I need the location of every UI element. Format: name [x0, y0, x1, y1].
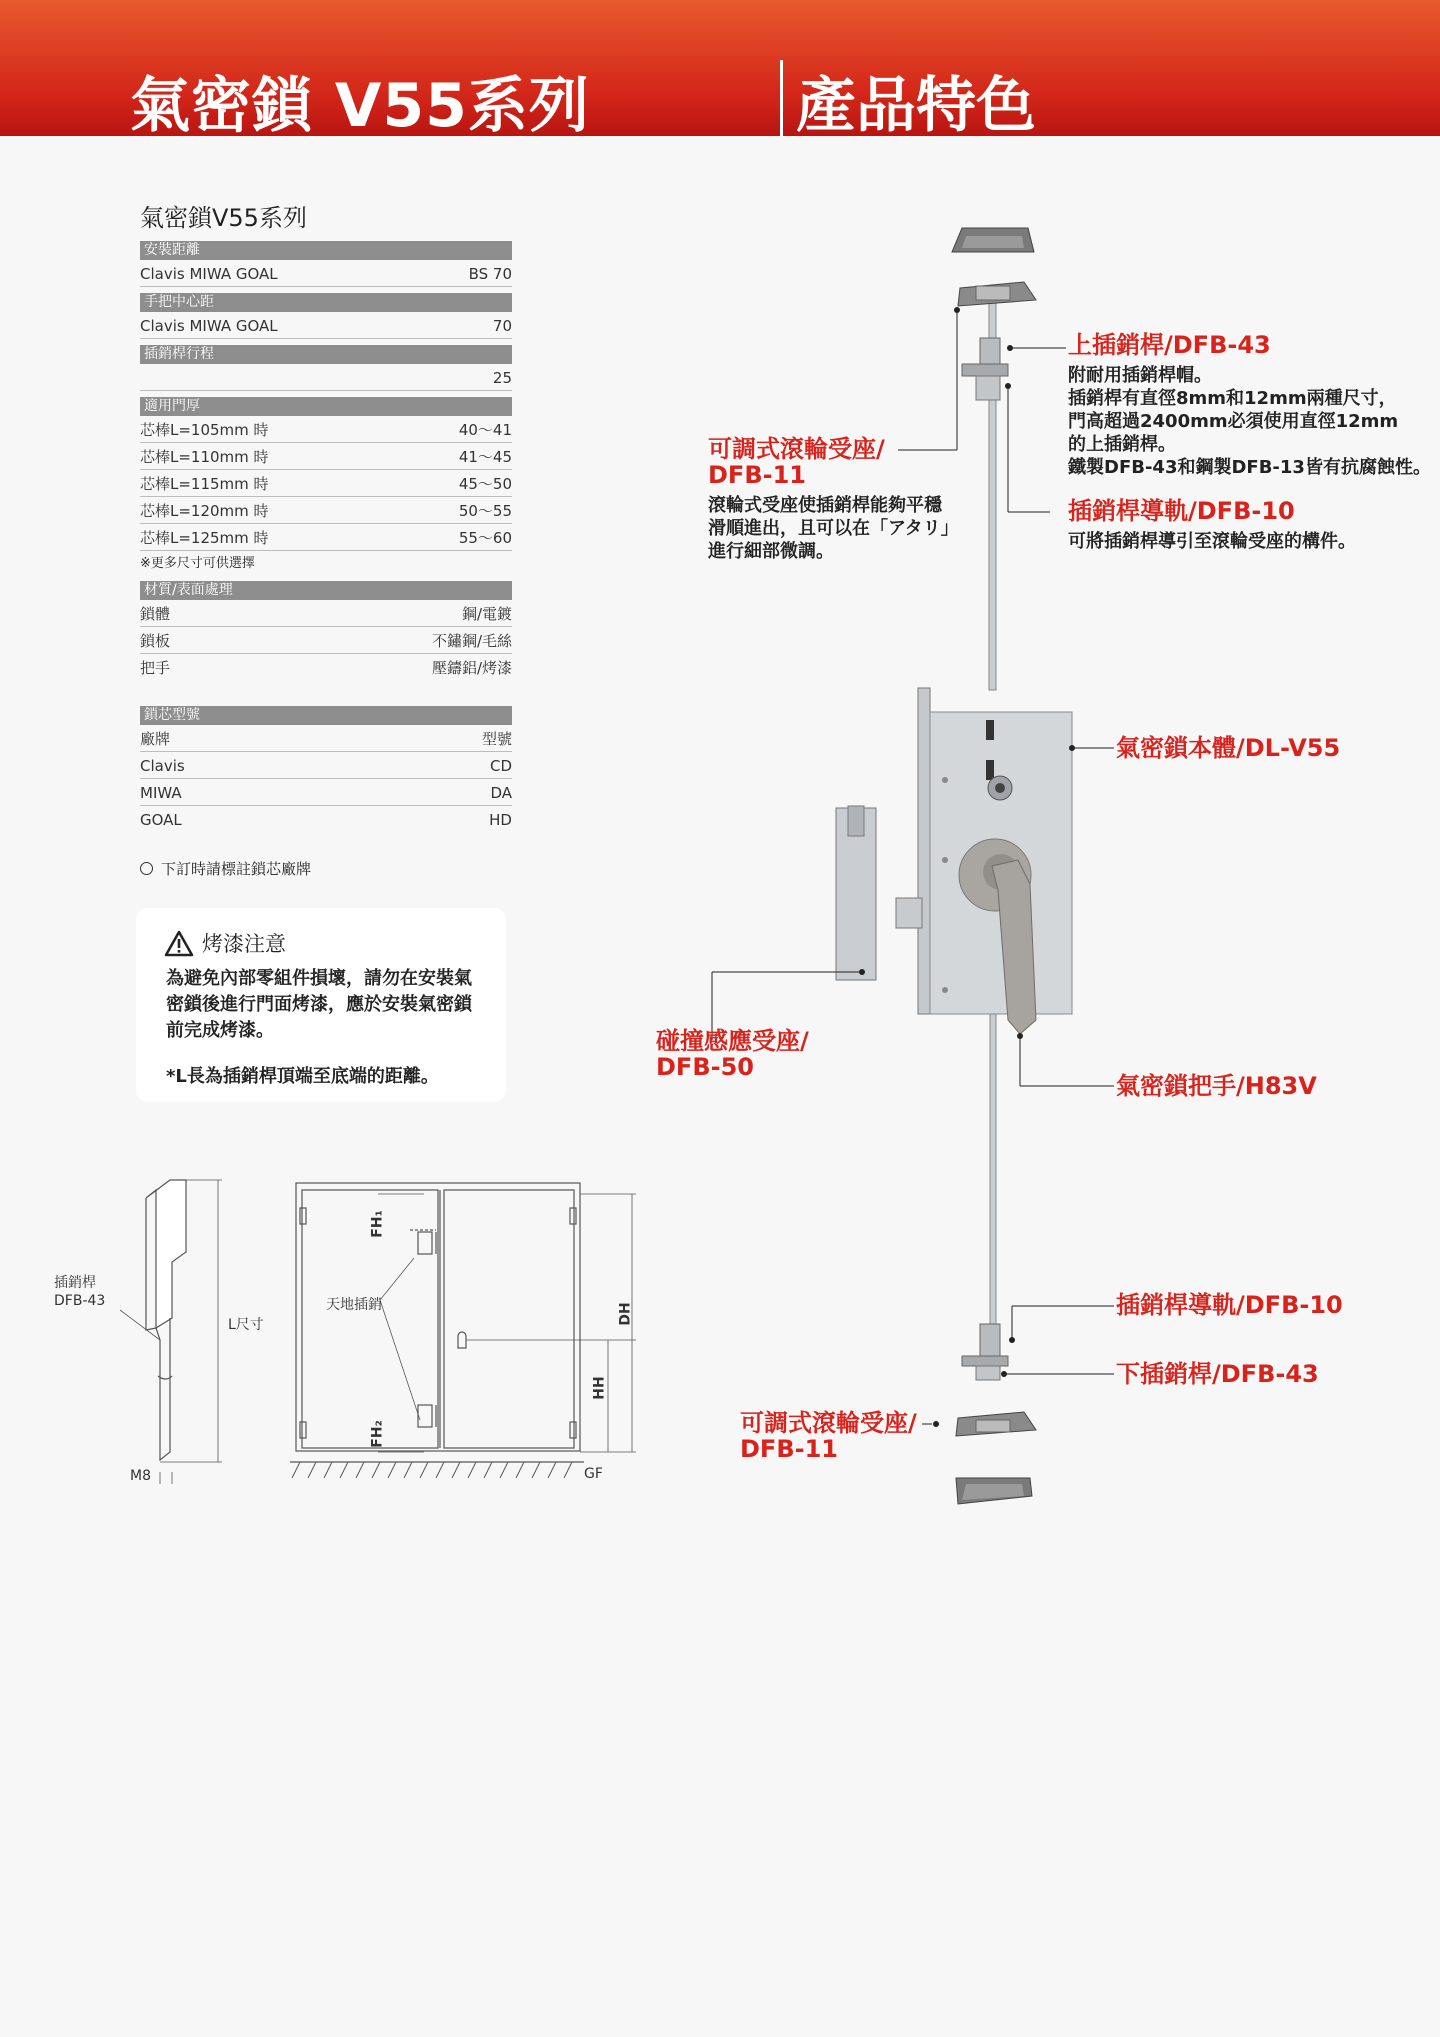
strike-label — [656, 1028, 809, 1080]
row-value: 45～50 — [458, 475, 512, 493]
desc-line: 滾輪式受座使插銷桿能夠平穩 — [708, 495, 942, 516]
spec-band-backset: 安裝距離 — [140, 241, 512, 260]
row-label: 芯棒L=125mm 時 — [140, 529, 269, 547]
label-line: DFB-11 — [740, 1435, 838, 1463]
row-value: 40～41 — [458, 421, 512, 439]
row-label: GOAL — [140, 811, 182, 829]
top-rod-label: 上插銷桿/DFB-43 — [1068, 331, 1271, 359]
spec-band-material: 材質/表面處理 — [140, 581, 512, 600]
row-value: 壓鑄鋁/烤漆 — [431, 659, 512, 677]
spec-band-thickness: 適用門厚 — [140, 397, 512, 416]
row-label: 鎖體 — [140, 605, 171, 623]
row-label: 芯棒L=115mm 時 — [140, 475, 269, 493]
col-header: 廠牌 — [140, 730, 171, 748]
bottom-rod-label: 下插銷桿/DFB-43 — [1116, 1360, 1319, 1388]
dh-label: DH — [617, 1302, 634, 1326]
row-value: HD — [489, 811, 512, 829]
row-value: 25 — [492, 369, 512, 387]
lock-assembly — [836, 228, 1072, 1504]
flush-bolt-label: 天地插銷 — [326, 1297, 382, 1313]
row-label: Clavis MIWA GOAL — [140, 265, 278, 283]
desc-line: 插銷桿有直徑8mm和12mm兩種尺寸， — [1068, 388, 1397, 409]
caution-note: *L長為插銷桿頂端至底端的距離。 — [166, 1066, 439, 1087]
label-line: 可調式滾輪受座/ — [708, 435, 885, 463]
rod-label-line2: DFB-43 — [54, 1293, 106, 1309]
label-line: 可調式滾輪受座/ — [740, 1409, 917, 1437]
spec-band-cylinder: 鎖芯型號 — [140, 706, 512, 725]
caution-title-text: 烤漆注意 — [202, 932, 286, 956]
desc-line: 進行細部微調。 — [708, 541, 834, 562]
roller-bottom-label — [740, 1410, 917, 1462]
section-title: 產品特色 — [796, 71, 1036, 141]
rod-label-line1: 插銷桿 — [54, 1275, 96, 1291]
row-label: Clavis MIWA GOAL — [140, 317, 278, 335]
spec-band-center: 手把中心距 — [140, 293, 512, 312]
row-label: 鎖板 — [140, 632, 171, 650]
row-value: 不鏽鋼/毛絲 — [431, 632, 512, 650]
m8-label: M8 — [130, 1468, 151, 1484]
row-label: 芯棒L=110mm 時 — [140, 448, 269, 466]
label-line: DFB-50 — [656, 1053, 754, 1081]
fh2-label: FH₂ — [369, 1420, 386, 1448]
row-value: 41～45 — [458, 448, 512, 466]
label-line: DFB-11 — [708, 461, 806, 489]
row-value: BS 70 — [468, 265, 512, 283]
ground-hatch — [292, 1462, 572, 1478]
gf-label: GF — [584, 1466, 603, 1482]
spec-band-stroke: 插銷桿行程 — [140, 345, 512, 364]
rod-label — [54, 1274, 105, 1310]
top-rod-desc — [1068, 364, 1431, 479]
lock-body-label: 氣密鎖本體/DL-V55 — [1116, 734, 1341, 762]
desc-line: 滑順進出，且可以在「アタリ」 — [708, 518, 959, 539]
row-label: Clavis — [140, 757, 185, 775]
guide-top-label: 插銷桿導軌/DFB-10 — [1068, 497, 1295, 525]
row-value: 70 — [492, 317, 512, 335]
caution-body: 為避免內部零組件損壞，請勿在安裝氣密鎖後進行門面烤漆，應於安裝氣密鎖前完成烤漆。 — [166, 968, 472, 1041]
guide-top-desc: 可將插銷桿導引至滾輪受座的構件。 — [1068, 531, 1356, 552]
row-value: 55～60 — [458, 529, 512, 547]
guide-bottom-label: 插銷桿導軌/DFB-10 — [1116, 1291, 1343, 1319]
desc-line: 門高超過2400mm必須使用直徑12mm — [1068, 411, 1399, 432]
row-value: CD — [489, 757, 512, 775]
row-value: DA — [490, 784, 512, 802]
page-title: 氣密鎖 V55系列 — [130, 71, 590, 141]
roller-top-label — [708, 436, 885, 488]
row-value: 50～55 — [458, 502, 512, 520]
row-label: 把手 — [140, 659, 171, 677]
col-header: 型號 — [481, 730, 512, 748]
l-size-label: L尺寸 — [228, 1317, 264, 1333]
rod-diagram — [120, 1180, 222, 1484]
hh-label: HH — [591, 1376, 608, 1400]
desc-line: 附耐用插銷桿帽。 — [1068, 365, 1212, 386]
row-label: 芯棒L=105mm 時 — [140, 421, 269, 439]
spec-title: 氣密鎖V55系列 — [140, 204, 307, 232]
row-label: 芯棒L=120mm 時 — [140, 502, 269, 520]
row-label: MIWA — [140, 784, 182, 802]
roller-top-desc — [708, 494, 959, 563]
thickness-note: ※更多尺寸可供選擇 — [140, 556, 255, 571]
order-note-text: 下訂時請標註鎖芯廠牌 — [161, 860, 312, 878]
desc-line: 的上插銷桿。 — [1068, 434, 1176, 455]
label-line: 碰撞感應受座/ — [656, 1027, 809, 1055]
desc-line: 鐵製DFB-43和鋼製DFB-13皆有抗腐蝕性。 — [1068, 457, 1431, 478]
row-value: 鋼/電鍍 — [461, 605, 512, 623]
door-diagram — [290, 1183, 636, 1462]
fh1-label: FH₁ — [369, 1210, 386, 1238]
handle-label: 氣密鎖把手/H83V — [1116, 1072, 1317, 1100]
